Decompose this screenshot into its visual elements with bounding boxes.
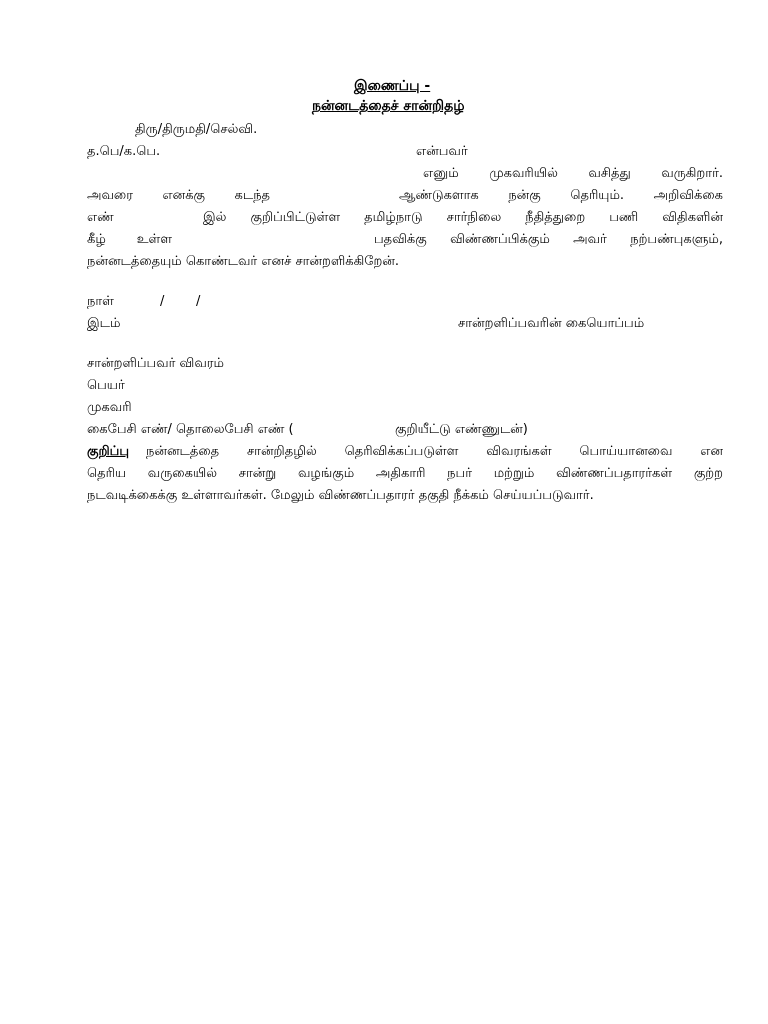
note-line: தெரிய வருகையில் சான்று வழங்கும் அதிகாரி நபர் மற்றும் விண்ணப்பதாரர்கள் குற்ற xyxy=(87,466,723,481)
note-line: நடவடிக்கைக்கு உள்ளாவர்கள். மேலும் விண்ணப்பதாரர் தகுதி நீக்கம் செய்யப்படுவார். xyxy=(87,488,594,503)
under-label: கீழ் உள்ள xyxy=(87,232,172,247)
page-title: நன்னடத்தைச் சான்றிதழ் xyxy=(312,98,465,114)
notification-number-label: எண் xyxy=(87,210,114,225)
phone-code-suffix: குறியீட்டு எண்ணுடன்) xyxy=(395,422,528,437)
parent-prefix-label: த.பெ/க.பெ. xyxy=(87,144,161,159)
known-years-prefix: அவரை எனக்கு கடந்த xyxy=(87,188,270,203)
annexure-title: இணைப்பு - xyxy=(354,78,431,94)
character-certify-line: நன்னடத்தையும் கொண்டவர் எனச் சான்றளிக்கிறேன். xyxy=(87,254,400,269)
name-label: பெயர் xyxy=(87,378,125,393)
date-separator: / xyxy=(160,294,165,309)
note-label: குறிப்பு xyxy=(87,444,130,459)
date-separator: / xyxy=(196,294,201,309)
called-label: என்பவர் xyxy=(416,144,468,159)
certifier-details-heading: சான்றளிப்பவர் விவரம் xyxy=(87,356,224,371)
address-label: முகவரி xyxy=(87,400,132,415)
known-years-suffix: ஆண்டுகளாக நன்கு தெரியும். அறிவிக்கை xyxy=(399,188,723,203)
note-line: நன்னடத்தை சான்றிதழில் தெரிவிக்கப்படுள்ள விவரங்கள் பொய்யானவை என xyxy=(146,444,723,459)
signature-label: சான்றளிப்பவரின் கையொப்பம் xyxy=(458,316,645,331)
phone-label: கைபேசி எண்/ தொலைபேசி எண் ( xyxy=(87,422,294,437)
residing-line: எனும் முகவரியில் வசித்து வருகிறார். xyxy=(423,166,723,181)
date-label: நாள் xyxy=(87,294,114,309)
rules-reference-line: இல் குறிப்பிட்டுள்ள தமிழ்நாடு சார்நிலை நீதித்துறை பணி விதிகளின் xyxy=(203,210,723,225)
place-label: இடம் xyxy=(87,316,121,331)
post-applicant-line: பதவிக்கு விண்ணப்பிக்கும் அவர் நற்பண்புகளும், xyxy=(374,232,723,247)
salutation-label: திரு/திருமதி/செல்வி. xyxy=(135,122,258,137)
